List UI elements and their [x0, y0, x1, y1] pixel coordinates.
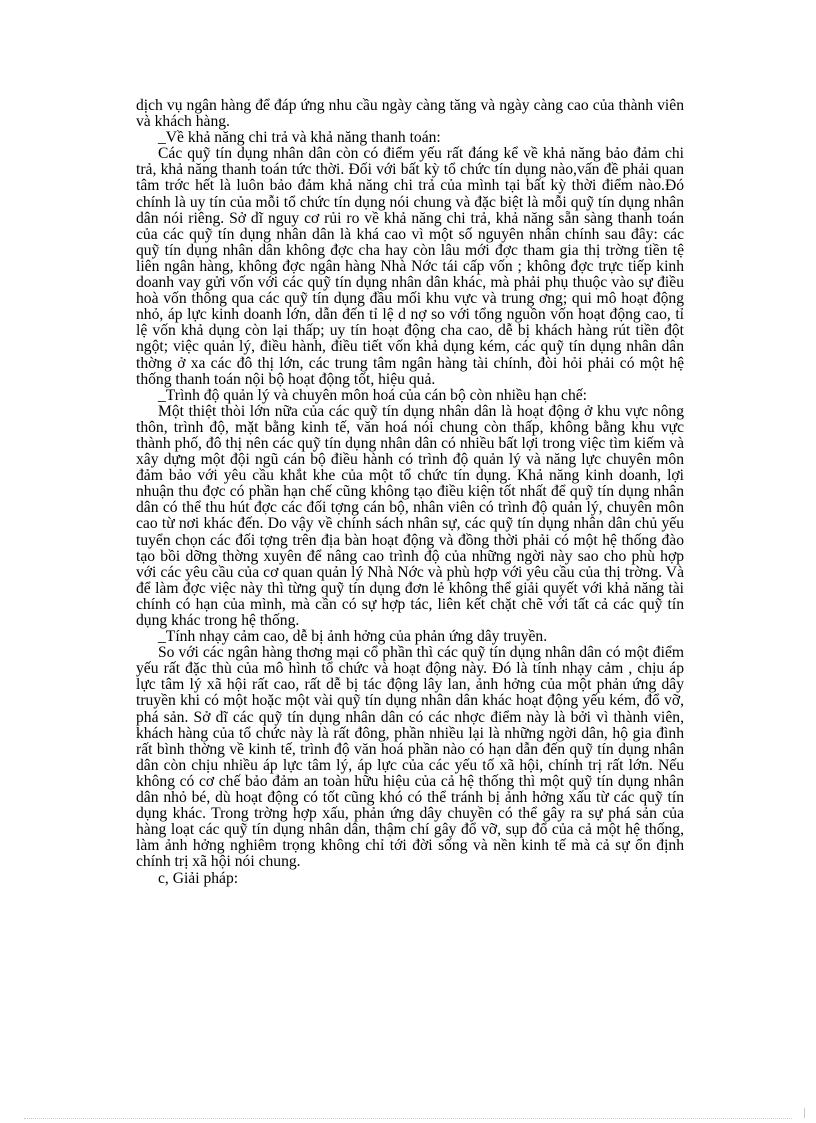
heading-payment-ability: _Về khả năng chi trả và khả năng thanh toán: [158, 129, 441, 147]
heading-sensitivity: _Tính nhạy cảm cao, dễ bị ảnh hởng của phản ứng dây truyền. [158, 628, 548, 646]
paragraph-sensitivity: So với các ngân hàng thơng mại cổ phần thì các quỹ tín dụng nhân dân có một điểm yếu rất đặc thù của mô hình tổ chức và hoạt động này. Đó là tính nhạy cảm , chịu áp lực tâm lý xã hội rất cao, rất dễ bị tác động lây lan, ảnh hởng của một phản ứng dây truyền khi có một hoặc một vài quỹ tín dụng nhân dân khác hoạt động yếu kém, đổ vỡ, phá sản. Sở dĩ các quỹ tín dụng nhân dân có các nhợc điểm này là bởi vì thành viên, khách hàng của tổ chức này là rất đông, phần nhiều lại là những ngời dân, hộ gia đình rất bình thờng về kinh tế, trình độ văn hoá phần nào có hạn dẫn đến quỹ tín dụng nhân dân còn chịu nhiều áp lực tâm lý, áp lực của các yếu tố xã hội, chính trị rất lớn. Nếu không có cơ chế bảo đảm an toàn hữu hiệu của cả hệ thống thì một quỹ tín dụng nhân dân nhỏ bé, dù hoạt động có tốt cũng khó có thể tránh bị ảnh hởng xấu từ các quỹ tín dụng khác. Trong trờng hợp xấu, phản ứng dây chuyền có thể gây ra sự phá sản của hàng loạt các quỹ tín dụng nhân dân, thậm chí gây đổ vỡ, sụp đổ của cả một hệ thống, làm ảnh hởng nghiêm trọng không chỉ tới đời sống và nền kinh tế mà cả sự ổn định chính trị xã hội nói chung. [136, 644, 684, 871]
paragraph-management-level: Một thiệt thòi lớn nữa của các quỹ tín dụng nhân dân là hoạt động ở khu vực nông thôn, trình độ, mặt bằng kinh tế, văn hoá nói chung còn thấp, không bằng khu vực thành phố, đô thị nên các quỹ tín dụng nhân dân có nhiều bất lợi trong việc tìm kiếm và xây dựng một đội ngũ cán bộ điều hành có trình độ quản lý và năng lực chuyên môn đảm bảo với yêu cầu khắt khe của một tổ chức tín dụng. Khả năng kinh doanh, lợi nhuận thu đợc có phần hạn chế cũng không tạo điều kiện tốt nhất để quỹ tín dụng nhân dân có thể thu hút đợc các đối tợng cán bộ, nhân viên có trình độ quản lý, chuyên môn cao từ nơi khác đến. Do vậy về chính sách nhân sự, các quỹ tín dụng nhân dân chủ yếu tuyển chọn các đối tợng trên địa bàn hoạt động và đồng thời phải có một hệ thống đào tạo bồi dỡng thờng xuyên để nâng cao trình độ của những ngời này sao cho phù hợp với các yêu cầu của cơ quan quản lý Nhà Nớc và phù hợp với yêu cầu của thị trờng. Và để làm đợc việc này thì từng quỹ tín dụng đơn lẻ không thể giải quyết với khả năng tài chính có hạn của mình, mà cần có sự hợp tác, liên kết chặt chẽ với tất cả các quỹ tín dụng khác trong hệ thống. [136, 402, 684, 629]
heading-management-level: _Trình độ quản lý và chuyên môn hoá của cán bộ còn nhiều hạn chế: [158, 386, 588, 404]
paragraph-continuation: dịch vụ ngân hàng để đáp ứng nhu cầu ngày càng tăng và ngày càng cao của thành viên và khách hàng. [136, 97, 684, 131]
document-body [136, 98, 684, 887]
paragraph-payment-ability: Các quỹ tín dụng nhân dân còn có điểm yếu rất đáng kể về khả năng bảo đảm chi trả, khả năng thanh toán tức thời. Đối với bất kỳ tổ chức tín dụng nào,vấn đề phải quan tâm trớc hết là luôn bảo đảm khả năng chi trả của mình tại bất kỳ thời điểm nào.Đó chính là uy tín của mỗi tổ chức tín dụng nói chung và đặc biệt là mỗi quỹ tín dụng nhân dân nói riêng. Sở dĩ nguy cơ rủi ro về khả năng chi trả, khả năng sẵn sàng thanh toán của các quỹ tín dụng nhân dân là khá cao vì một số nguyên nhân chính sau đây: các quỹ tín dụng nhân dân không đợc cha hay còn lâu mới đợc tham gia thị trờng tiền tệ liên ngân hàng, không đợc ngân hàng Nhà Nớc tái cấp vốn ; không đợc trực tiếp kinh doanh vay gửi vốn với các quỹ tín dụng nhân dân khác, mà phải phụ thuộc vào sự điều hoà vốn thông qua các quỹ tín dụng đầu mối khu vực và trung ơng; qui mô hoạt động nhỏ, áp lực kinh doanh lớn, dẫn đến tỉ lệ d nợ so với tổng nguồn vốn hoạt động cao, tỉ lệ vốn khả dụng còn lại thấp; uy tín hoạt động cha cao, dễ bị khách hàng rút tiền đột ngột; việc quản lý, điều hành, điều tiết vốn khả dụng kém, các quỹ tín dụng nhân dân thờng ở xa các đô thị lớn, các trung tâm ngân hàng tài chính, đòi hỏi phải có một hệ thống thanh toán nội bộ hoạt động tốt, hiệu quả. [136, 145, 684, 388]
page-corner-mark [804, 1108, 805, 1118]
heading-solutions: c, Giải pháp: [158, 869, 239, 887]
page-bottom-rule [24, 1118, 792, 1119]
